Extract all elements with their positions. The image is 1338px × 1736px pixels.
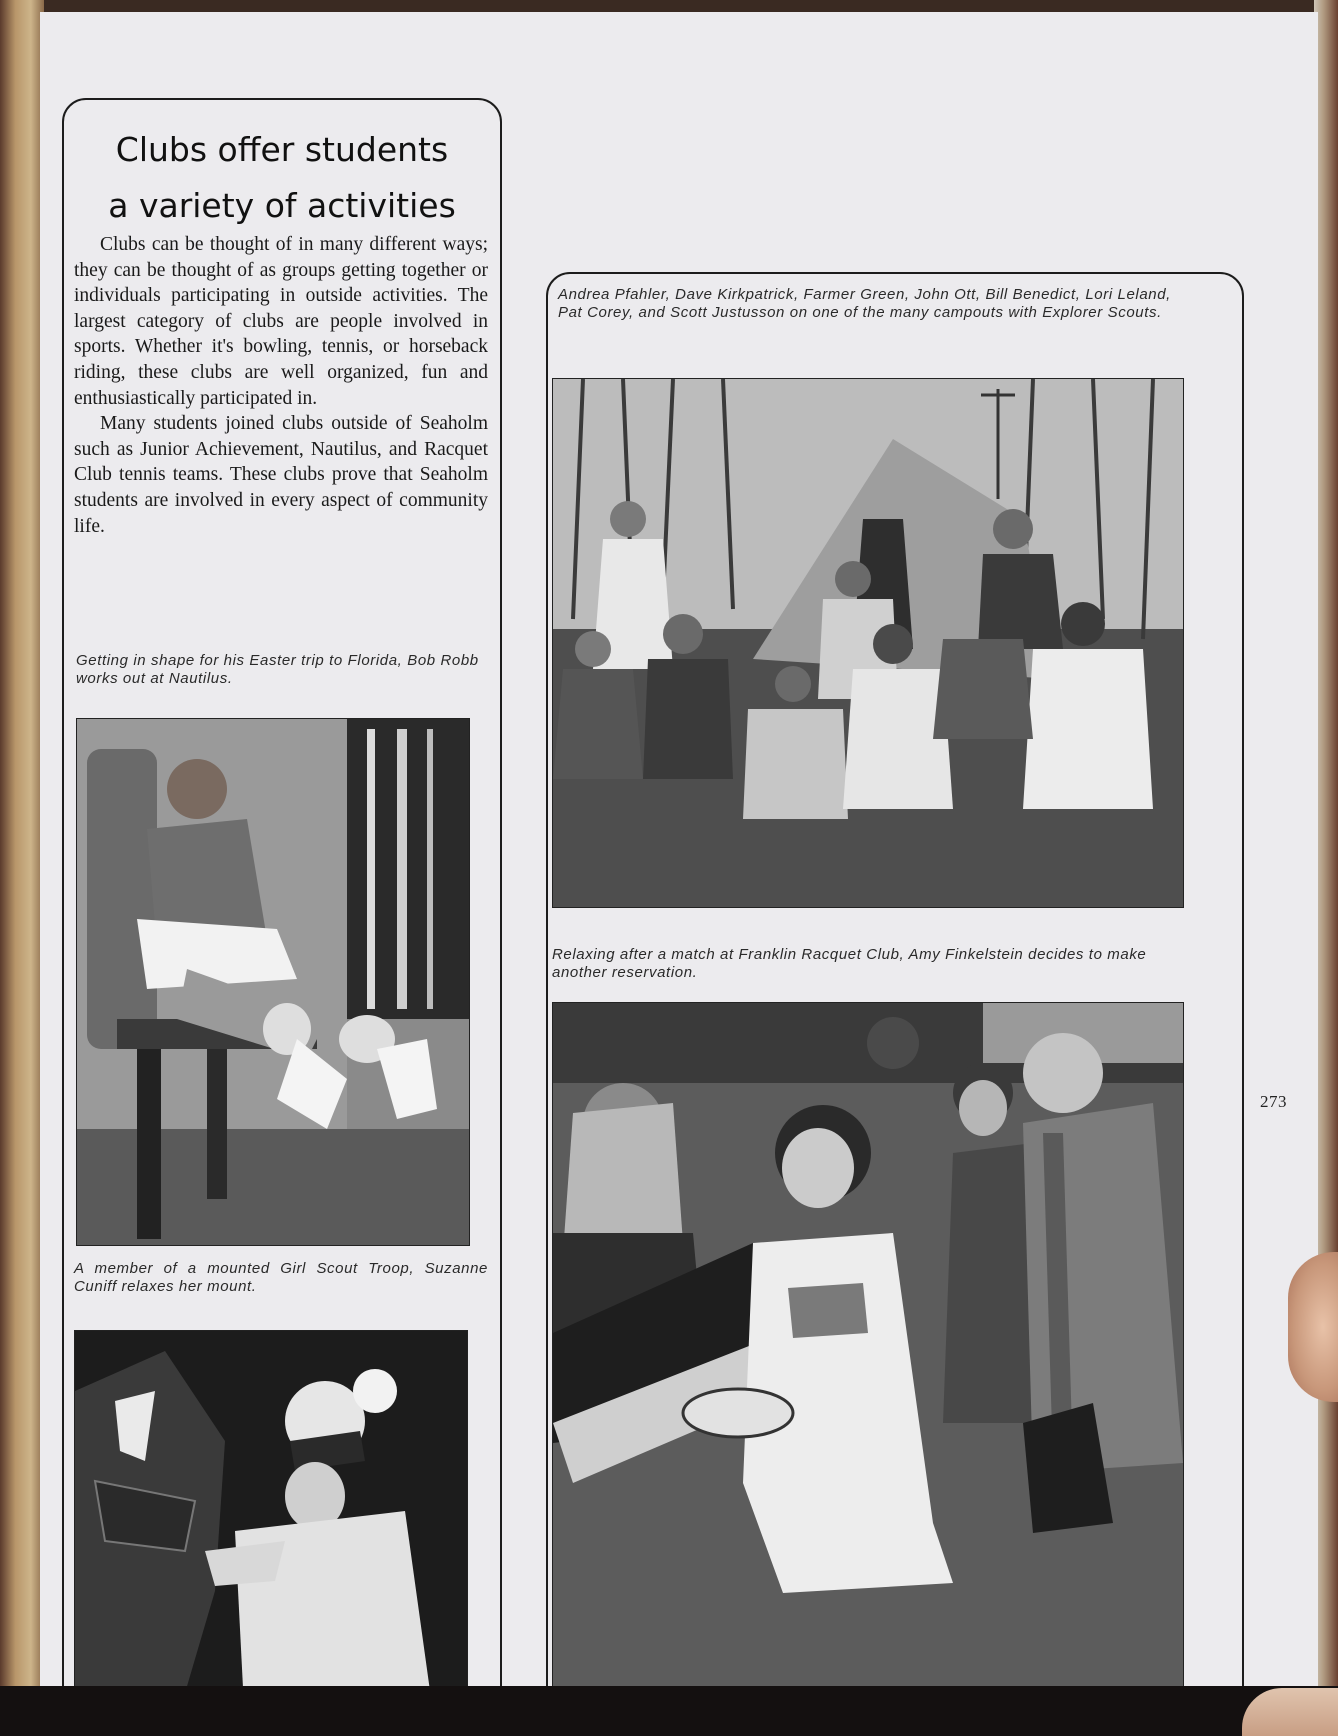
page-number: 273 (1260, 1092, 1287, 1111)
caption-nautilus: Getting in shape for his Easter trip to Florida, Bob Robb works out at Nautilus. (76, 652, 479, 687)
headline-line-1: Clubs offer students (115, 130, 449, 169)
scan-bottom-edge (0, 1686, 1338, 1736)
caption-girl-scout: A member of a mounted Girl Scout Troop, Suzanne Cuniff relaxes her mount. (74, 1260, 488, 1295)
headline-line-2: a variety of activities (108, 186, 456, 225)
photo-racquet-club (552, 1002, 1184, 1704)
left-article-panel (62, 98, 502, 1722)
right-photo-panel (546, 272, 1244, 1722)
caption-racquet-club: Relaxing after a match at Franklin Racquet Club, Amy Finkelstein decides to make another reservation. (552, 946, 1147, 981)
article-paragraph-1: Clubs can be thought of in many different ways; they can be thought of as groups getting together or individuals participating in outside activities. The largest category of clubs are people involved in sports. Whether it's bowling, tennis, or horseback riding, these clubs are well organized, fun and enthusiastically participated in. (74, 234, 488, 409)
photo-explorer-scouts-campout (552, 378, 1184, 908)
caption-explorer-scouts: Andrea Pfahler, Dave Kirkpatrick, Farmer Green, John Ott, Bill Benedict, Lori Leland, Pat Corey, and Scott Justusson on one of the many campouts with Explorer Scouts. (558, 286, 1171, 321)
photo-girl-scout-horse (74, 1330, 468, 1728)
headline (64, 100, 500, 234)
photo-nautilus-workout (76, 718, 470, 1246)
article-body (74, 232, 488, 539)
article-paragraph-2: Many students joined clubs outside of Seaholm such as Junior Achievement, Nautilus, and Racquet Club tennis teams. These clubs prove that Seaholm students are involved in every aspect of community life. (74, 413, 488, 537)
yearbook-page (40, 12, 1318, 1688)
book-binding-left (0, 0, 44, 1736)
thumb-right (1288, 1252, 1338, 1402)
